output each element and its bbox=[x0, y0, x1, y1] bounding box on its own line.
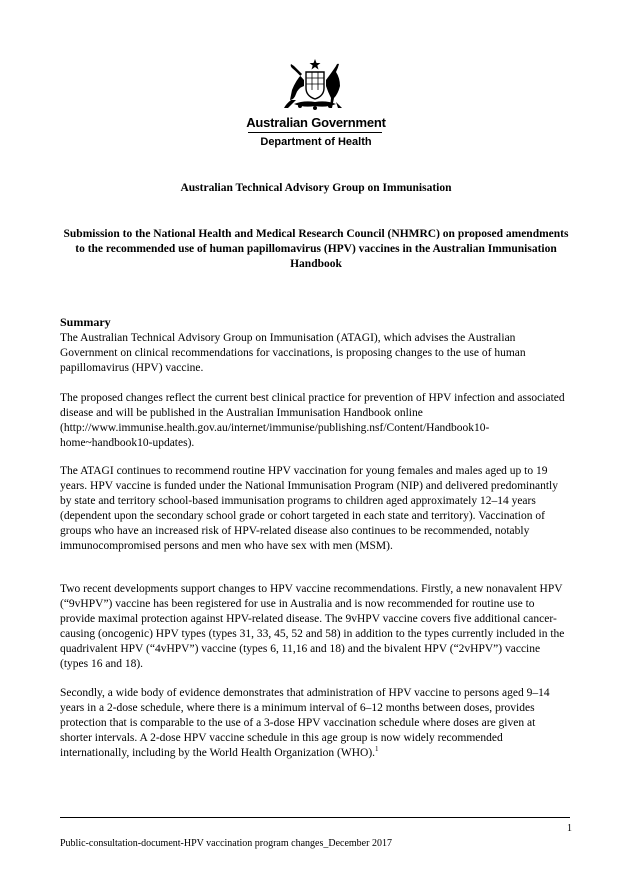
government-name: Australian Government bbox=[246, 115, 386, 130]
summary-paragraph-3: The ATAGI continues to recommend routine HPV vaccination for young females and males aged up to 19 years. HPV vaccine is funded under the National Immunisation Program (NIP) and delivered predominantly by state and territory school-based immunisation programs to children aged approximately 12–14 years (dependent upon the secondary school grade or cohort targeted in each state and territory). Vaccination of groups who have an increased risk of HPV-related disease also continues to be recommended, notably immunocompromised persons and men who have sex with men (MSM). bbox=[60, 465, 558, 552]
footer-divider bbox=[60, 817, 570, 818]
header-divider bbox=[248, 132, 382, 133]
summary-paragraph-4: Two recent developments support changes to HPV vaccine recommendations. Firstly, a new nonavalent HPV (“9vHPV”) vaccine has been registered for use in Australia and is now recommended for routine use to provide maximal protection against HPV-related disease. The 9vHPV vaccine covers five additional cancer-causing (oncogenic) HPV types (types 31, 33, 45, 52 and 58) in addition to the types currently included in the quadrivalent HPV (“4vHPV”) vaccine (types 6, 11,16 and 18) and the bivalent HPV (“2vHPV”) vaccine (types 16 and 18). bbox=[60, 583, 565, 670]
summary-paragraph-5 bbox=[60, 686, 570, 761]
coat-of-arms-icon bbox=[282, 58, 348, 112]
summary-paragraph-2: The proposed changes reflect the current best clinical practice for prevention of HPV infection and associated disease and will be published in the Australian Immunisation Handbook online (http://www.immunise.health.gov.au/internet/immunise/publishing.nsf/Content/Handbook10-home~handbook10-updates). bbox=[60, 392, 565, 449]
department-name: Department of Health bbox=[260, 136, 372, 148]
page-number: 1 bbox=[567, 823, 572, 834]
summary-paragraph-5-text: Secondly, a wide body of evidence demonstrates that administration of HPV vaccine to persons aged 9–14 years in a 2-dose schedule, where there is a minimum interval of 6–12 months between doses, provides protection that is comparable to the use of a 3-dose HPV vaccination schedule where doses are given at shorter intervals. A 2-dose HPV vaccine schedule in this age group is now widely recommended internationally, including by the World Health Organization (WHO). bbox=[60, 687, 550, 759]
summary-paragraph-1: The Australian Technical Advisory Group on Immunisation (ATAGI), which advises the Australian Government on clinical recommendations for vaccinations, is proposing changes to the use of human papillomavirus (HPV) vaccine. bbox=[60, 332, 526, 374]
organisation-title: Australian Technical Advisory Group on Immunisation bbox=[180, 182, 452, 194]
footnote-marker: 1 bbox=[375, 745, 379, 754]
footer-document-name: Public-consultation-document-HPV vaccination program changes_December 2017 bbox=[60, 838, 392, 849]
submission-title: Submission to the National Health and Medical Research Council (NHMRC) on proposed amendments to the recommended use of human papillomavirus (HPV) vaccines in the Australian Immunisation Handbook bbox=[63, 228, 569, 270]
summary-heading: Summary bbox=[60, 315, 111, 329]
